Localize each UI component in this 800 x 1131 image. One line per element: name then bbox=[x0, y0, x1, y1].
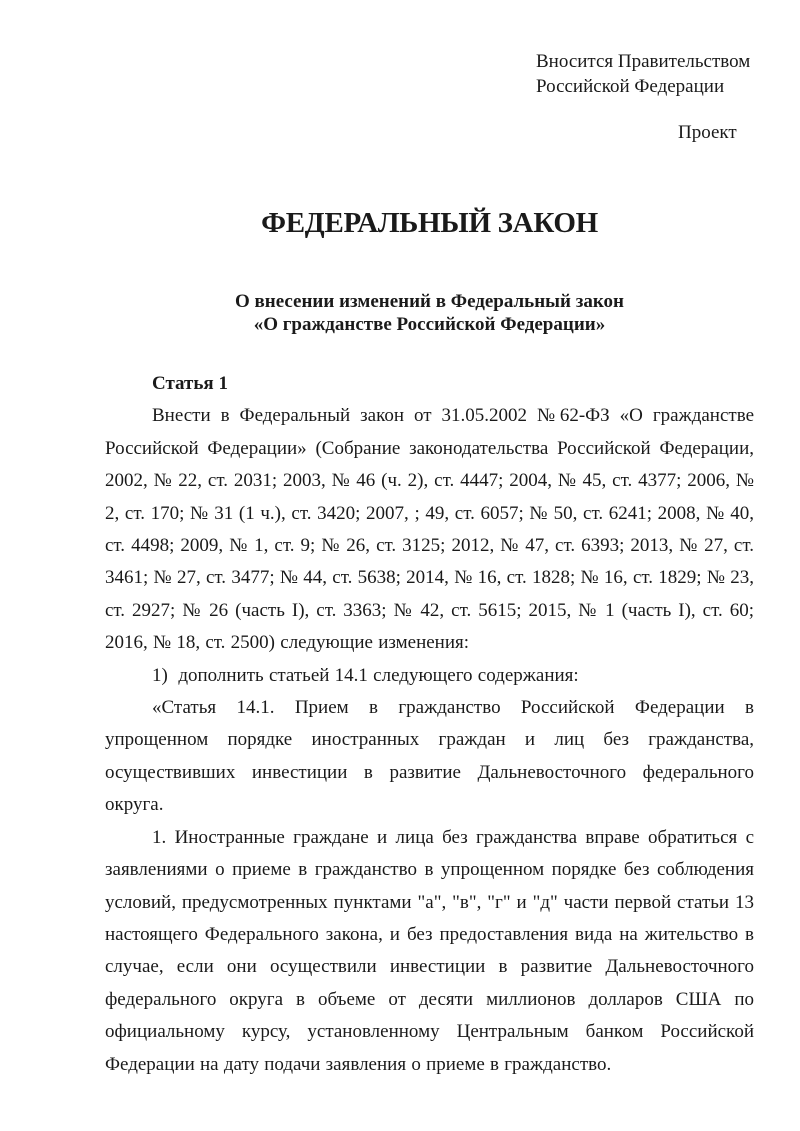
subtitle-line-2: «О гражданстве Российской Федерации» bbox=[253, 314, 606, 335]
submitted-by-line-1: Вносится Правительством bbox=[536, 51, 751, 72]
document-subtitle bbox=[105, 290, 754, 336]
paragraph-amendment-intro: Внести в Федеральный закон от 31.05.2002 №62-ФЗ «О гражданстве Российской Федерации» (Собрание законодательства Российской Федерации, 2002, № 22, ст. 2031; 2003, № 46 (ч. 2), ст. 4447; 2004, № 45, ст. 4377; 2006, № 2, ст. 170; № 31 (1 ч.), ст. 3420; 2007, ; 49, ст. 6057; № 50, ст. 6241; 2008, № 40, ст. 4498; 2009, № 1, ст. 9; № 26, ст. 3125; 2012, № 47, ст. 6393; 2013, № 27, ст. 3461; № 27, ст. 3477; № 44, ст. 5638; 2014, № 16, ст. 1828; № 16, ст. 1829; № 23, ст. 2927; № 26 (часть I), ст. 3363; № 42, ст. 5615; 2015, № 1 (часть I), ст. 60; 2016, № 18, ст. 2500) следующие изменения: bbox=[105, 405, 754, 654]
subtitle-line-1: О внесении изменений в Федеральный закон bbox=[234, 291, 624, 312]
paragraph-article-14-1-title: «Статья 14.1. Прием в гражданство Российской Федерации в упрощенном порядке иностранных граждан и лиц без гражданства, осуществивших инвестиции в развитие Дальневосточного федерального округа. bbox=[105, 697, 754, 816]
article-1-heading: Статья 1 bbox=[152, 373, 228, 394]
submitted-by-block bbox=[536, 49, 754, 99]
document-title: ФЕДЕРАЛЬНЫЙ ЗАКОН bbox=[261, 207, 598, 239]
paragraph-article-14-1-part-1: 1. Иностранные граждане и лица без гражданства вправе обратиться с заявлениями о приеме в гражданство в упрощенном порядке без соблюдения условий, предусмотренных пунктами "а", "в", "г" и "д" части первой статьи 13 настоящего Федерального закона, и без предоставления вида на жительство в случае, если они осуществили инвестиции в развитие Дальневосточного федерального округа в объеме от десяти миллионов долларов США по официальному курсу, установленному Центральным банком Российской Федерации на дату подачи заявления о приеме в гражданство. bbox=[105, 826, 754, 1075]
paragraph-item-1: 1) дополнить статьей 14.1 следующего содержания: bbox=[152, 664, 579, 686]
draft-label: Проект bbox=[678, 122, 737, 143]
submitted-by-line-2: Российской Федерации bbox=[536, 76, 725, 97]
